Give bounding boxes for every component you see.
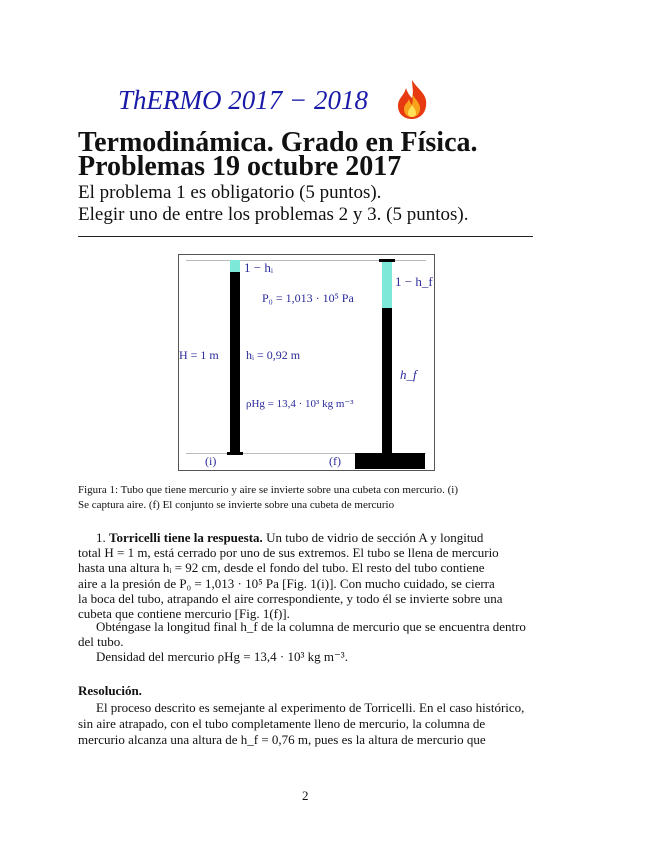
label-hf: h_f bbox=[400, 367, 417, 382]
mercury-basin bbox=[355, 453, 425, 469]
resolution-line: mercurio alcanza una altura de h_f = 0,76 m, pues es la altura de mercurio que bbox=[78, 732, 486, 747]
label-1-minus-hi: 1 − hᵢ bbox=[244, 260, 273, 275]
problem-line: Densidad del mercurio ρHg = 13,4 · 10³ kg m⁻³. bbox=[96, 649, 348, 664]
problem-line: cubeta que contiene mercurio [Fig. 1(f)]. bbox=[78, 606, 290, 621]
label-H: H = 1 m bbox=[179, 348, 219, 362]
label-i: (i) bbox=[205, 454, 217, 468]
tube-i-cap bbox=[227, 452, 243, 455]
divider bbox=[78, 236, 533, 237]
course-title: ThERMO 2017 − 2018 bbox=[118, 85, 368, 115]
heading-line-1: Termodinámica. Grado en Física. bbox=[78, 127, 478, 158]
instruction-1: El problema 1 es obligatorio (5 puntos). bbox=[78, 182, 382, 203]
problem-line: Obténgase la longitud final h_f de la columna de mercurio que se encuentra dentro bbox=[96, 619, 526, 634]
figure-torricelli bbox=[178, 254, 435, 471]
instruction-2: Elegir uno de entre los problemas 2 y 3. (5 puntos). bbox=[78, 204, 469, 225]
tube-f-air bbox=[382, 262, 392, 308]
label-1-minus-hf: 1 − h_f bbox=[395, 274, 433, 289]
tube-f-mercury bbox=[382, 308, 392, 454]
tube-i-air bbox=[230, 260, 240, 272]
resolution-line: sin aire atrapado, con el tubo completamente lleno de mercurio, la columna de bbox=[78, 716, 486, 731]
problem-line: hasta una altura hᵢ = 92 cm, desde el fondo del tubo. El resto del tubo contiene bbox=[78, 560, 485, 575]
label-p0: P₀ = 1,013 · 10⁵ Pa bbox=[262, 291, 354, 305]
problem-line: aire a la presión de P₀ = 1,013 · 10⁵ Pa [Fig. 1(i)]. Con mucho cuidado, se cierra bbox=[78, 576, 495, 591]
heading-line-2: Problemas 19 octubre 2017 bbox=[78, 151, 402, 182]
figure-caption-2: Se captura aire. (f) El conjunto se invierte sobre una cubeta de mercurio bbox=[78, 499, 395, 511]
tube-i-mercury bbox=[230, 272, 240, 453]
problem-first-line bbox=[96, 530, 483, 545]
resolution-title: Resolución. bbox=[78, 683, 142, 698]
problem-line: la boca del tubo, atrapando el aire correspondiente, y todo él se invierte sobre una bbox=[78, 591, 503, 606]
fire-icon bbox=[394, 78, 430, 120]
figure-caption-1: Figura 1: Tubo que tiene mercurio y aire se invierte sobre una cubeta con mercurio. (i) bbox=[78, 484, 458, 496]
resolution-line: El proceso descrito es semejante al experimento de Torricelli. En el caso histórico, bbox=[96, 700, 525, 715]
label-hi: hᵢ = 0,92 m bbox=[246, 348, 301, 362]
label-rho: ρHg = 13,4 · 10³ kg m⁻³ bbox=[246, 398, 354, 410]
problem-line: Un tubo de vidrio de sección A y longitud bbox=[266, 530, 484, 545]
problem-line: total H = 1 m, está cerrado por uno de sus extremos. El tubo se llena de mercurio bbox=[78, 545, 499, 560]
problem-title: Torricelli tiene la respuesta. bbox=[109, 530, 263, 545]
problem-number: 1. bbox=[96, 530, 106, 545]
problem-line: del tubo. bbox=[78, 634, 124, 649]
page-number: 2 bbox=[302, 788, 309, 803]
label-f: (f) bbox=[329, 454, 341, 468]
